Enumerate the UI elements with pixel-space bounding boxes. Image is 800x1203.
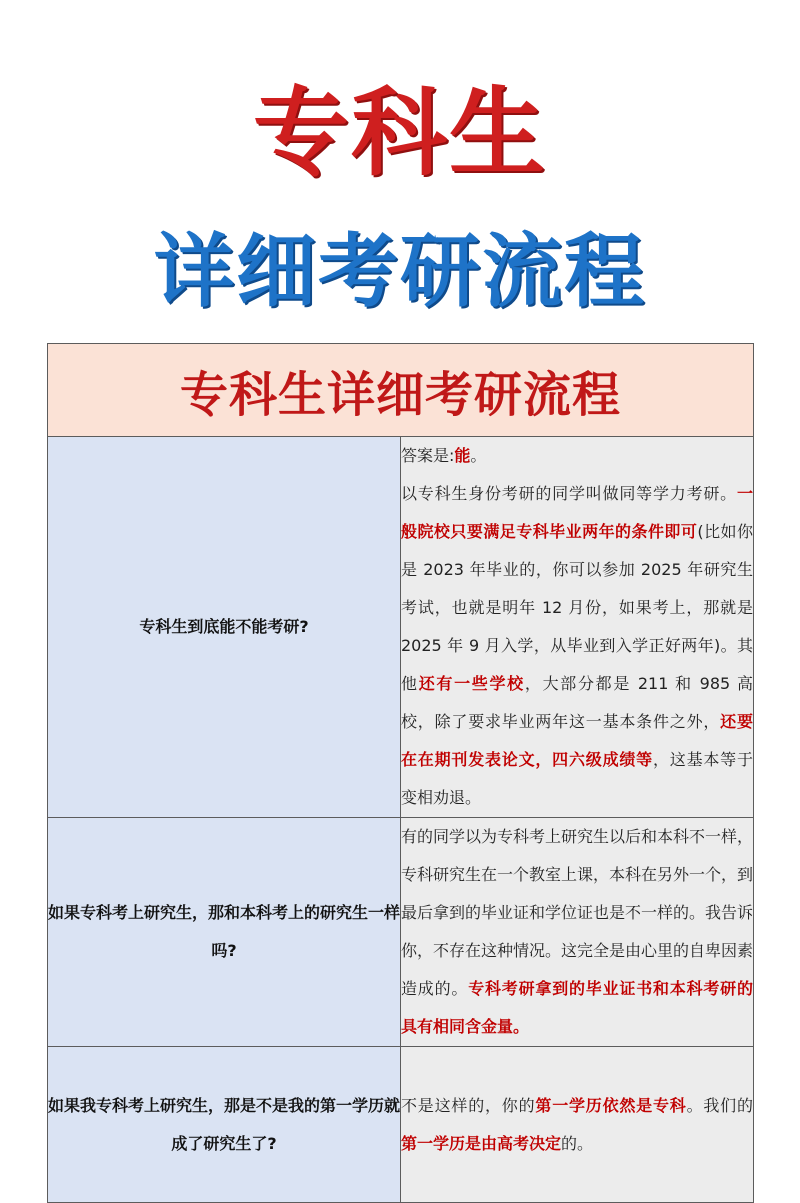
- table-row: [48, 818, 754, 1047]
- answer-cell: [401, 437, 754, 818]
- answer-highlight: 第一学历是由高考决定: [401, 1133, 562, 1153]
- answer-text: 答案是:: [401, 446, 455, 465]
- answer-highlight: 第一学历依然是专科: [535, 1095, 687, 1115]
- table-row: [48, 437, 754, 818]
- answer-text: ，这基本等于变相劝退。: [401, 750, 753, 807]
- table-row: [48, 1047, 754, 1203]
- answer-text: 不是这样的，你的: [401, 1095, 536, 1115]
- answer-line: [401, 437, 753, 475]
- process-table: [47, 343, 754, 1203]
- answer-cell: [401, 818, 754, 1047]
- answer-highlight: 还有一些学校: [418, 674, 525, 693]
- answer-text: 的。: [561, 1133, 594, 1153]
- answer-paragraph: [401, 818, 753, 1046]
- question-cell: 专科生到底能不能考研?: [48, 437, 401, 818]
- answer-text: (比如你是 2023 年毕业的，你可以参加 2025 年研究生考试，也就是明年 12 月份，如果考上，那就是 2025 年 9 月入学，从毕业到入学正好两年)。其他: [401, 522, 753, 693]
- answer-cell: [401, 1047, 754, 1203]
- question-cell: 如果专科考上研究生，那和本科考上的研究生一样吗?: [48, 818, 401, 1047]
- table-header-row: [48, 344, 754, 437]
- answer-text: 以专科生身份考研的同学叫做同等学力考研。: [401, 484, 737, 503]
- answer-highlight: 专科考研拿到的毕业证书和本科考研的具有相同含金量。: [401, 979, 753, 1036]
- answer-text: ，大部分都是 211 和 985 高校，除了要求毕业两年这一基本条件之外，: [401, 674, 753, 731]
- answer-highlight: 还要在在期刊发表论文，四六级成绩等: [401, 712, 753, 769]
- question-cell: 如果我专科考上研究生，那是不是我的第一学历就成了研究生了?: [48, 1047, 401, 1203]
- answer-text: 。: [470, 446, 487, 465]
- table-header: 专科生详细考研流程: [48, 344, 754, 437]
- answer-paragraph: [401, 1087, 753, 1163]
- answer-paragraph: [401, 475, 753, 817]
- answer-highlight: 一般院校只要满足专科毕业两年的条件即可: [401, 484, 753, 541]
- answer-text: 有的同学以为专科考上研究生以后和本科不一样，专科研究生在一个教室上课，本科在另外一个，到最后拿到的毕业证和学位证也是不一样的。我告诉你，不存在这种情况。这完全是由心里的自卑因素造成的。: [401, 827, 754, 998]
- answer-highlight: 能: [454, 446, 471, 465]
- answer-text: 。我们的: [686, 1095, 753, 1115]
- main-title: 专科生: [253, 77, 547, 189]
- sub-title: 详细考研流程: [154, 225, 646, 318]
